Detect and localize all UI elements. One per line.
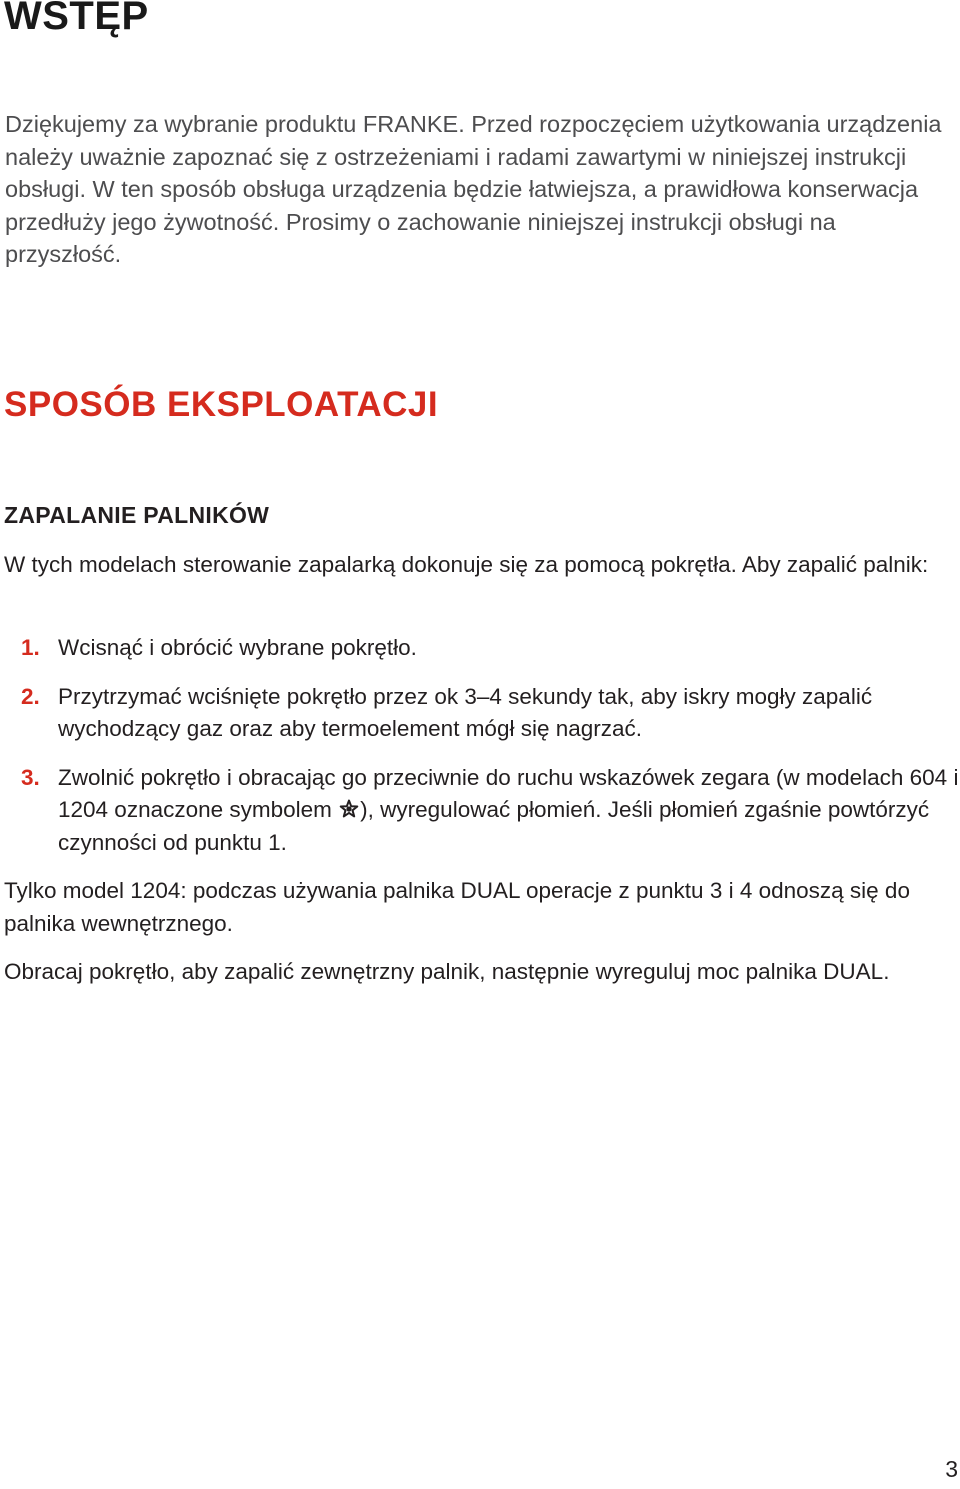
- intro-paragraph: Dziękujemy za wybranie produktu FRANKE. Przed rozpoczęciem użytkowania urządzenia należy uważnie zapoznać się z ostrzeżeniami i radami zawartymi w niniejszej instrukcji obsługi. W ten sposób obsługa urządzenia będzie łatwiejsza, a prawidłowa konserwacja przedłuży jego żywotność. Prosimy o zachowanie niniejszej instrukcji obsługi na przyszłość.: [5, 111, 942, 267]
- step-text-after-icon: ), wyregulować płomień. Jeśli płomień zgaśnie powtórzyć czynności od punktu 1.: [58, 797, 930, 855]
- step-item: [4, 681, 960, 746]
- page-title: WSTĘP: [4, 0, 149, 38]
- step-item: [4, 762, 960, 860]
- section-title: SPOSÓB EKSPLOATACJI: [4, 385, 439, 424]
- dual-turn-note: Obracaj pokrętło, aby zapalić zewnętrzny palnik, następnie wyreguluj moc palnika DUAL.: [4, 959, 890, 984]
- subsection-title: ZAPALANIE PALNIKÓW: [4, 502, 270, 528]
- step-number: 3.: [21, 764, 40, 790]
- step-text-before-icon: Zwolnić pokrętło i obracając go przeciwnie do ruchu wskazówek zegara (w modelach 604 i 1204 oznaczone symbolem: [58, 764, 959, 822]
- dual-model-note: Tylko model 1204: podczas używania palnika DUAL operacje z punktu 3 i 4 odnoszą się do palnika wewnętrznego.: [4, 878, 910, 936]
- step-item: [4, 632, 960, 665]
- step-number: 1.: [21, 635, 40, 660]
- page-number: 3: [945, 1456, 958, 1482]
- small-flame-icon: [339, 796, 359, 816]
- step-text: Wcisnąć i obrócić wybrane pokrętło.: [58, 635, 417, 660]
- ignition-steps-list: [4, 632, 960, 875]
- ignition-description: W tych modelach sterowanie zapalarką dokonuje się za pomocą pokrętła. Aby zapalić palnik:: [4, 552, 929, 577]
- step-number: 2.: [21, 683, 40, 709]
- step-text: Przytrzymać wciśnięte pokrętło przez ok 3–4 sekundy tak, aby iskry mogły zapalić wychodzący gaz oraz aby termoelement mógł się nagrzać.: [58, 683, 873, 741]
